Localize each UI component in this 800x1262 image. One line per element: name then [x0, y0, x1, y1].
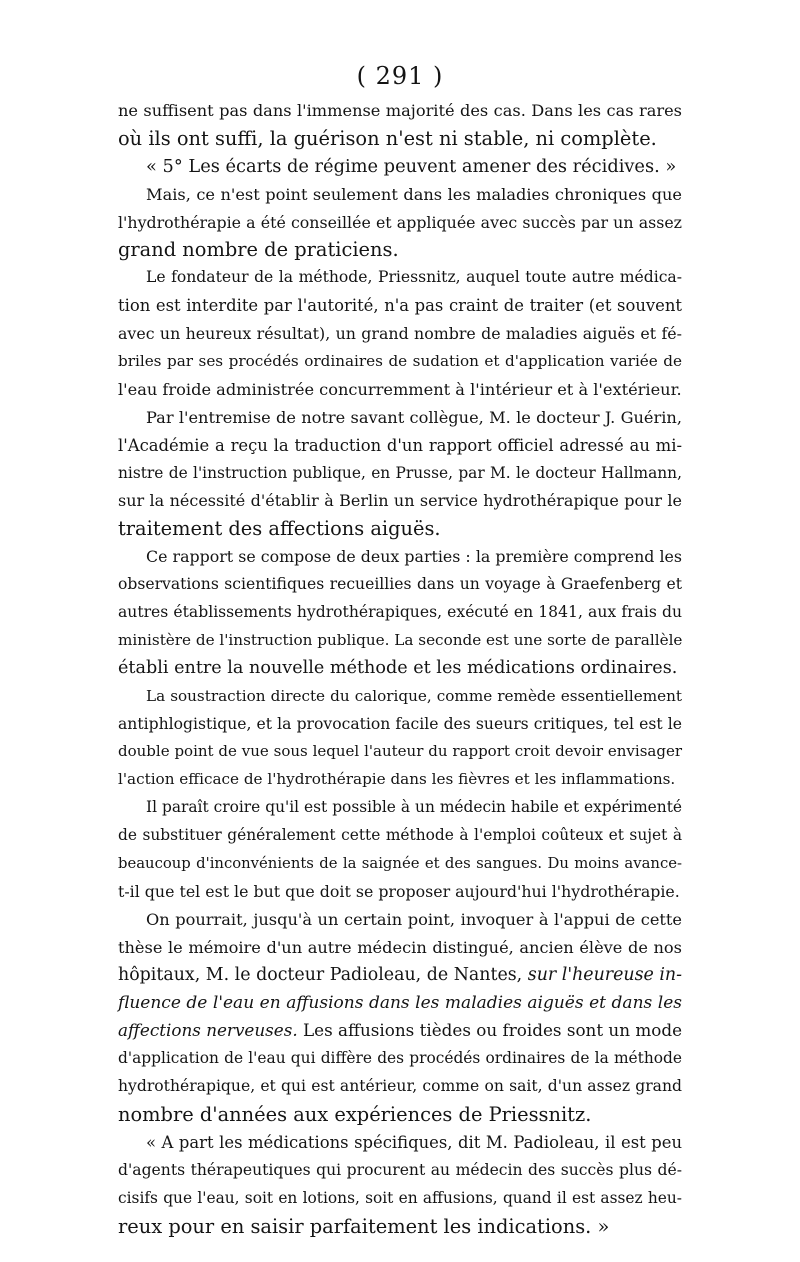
text-line: thèse le mémoire d'un autre médecin distingué, ancien élève de nos	[118, 937, 682, 957]
paragraph-chroniques	[118, 181, 682, 265]
page-number: ( 291 )	[356, 62, 444, 90]
paragraph-rapport	[118, 543, 682, 682]
text-line: ministère de l'instruction publique. La seconde est une sorte de parallèle	[118, 630, 683, 649]
text-line: autres établissements hydrothérapiques, exécuté en 1841, aux frais du	[118, 603, 682, 622]
paragraph-guerin	[118, 404, 682, 543]
italic-title-run: affections nerveuses.	[118, 1020, 298, 1041]
text-run: hôpitaux, M. le docteur Padioleau, de Nantes,	[118, 964, 528, 985]
text-line: d'application de l'eau qui diffère des procédés ordinaires de la méthode	[118, 1049, 682, 1068]
text-line: l'eau froide administrée concurremment à l'intérieur et à l'extérieur.	[118, 379, 682, 399]
text-line: t-il que tel est le but que doit se proposer aujourd'hui l'hydrothérapie.	[118, 881, 680, 901]
paragraph-quote-5	[118, 153, 682, 181]
text-line: antiphlogistique, et la provocation facile des sueurs critiques, tel est le	[118, 714, 682, 733]
text-line: « A part les médications spécifiques, dit M. Padioleau, il est peu	[146, 1132, 682, 1152]
paragraph-quote-padioleau	[118, 1129, 682, 1241]
text-line: où ils ont suffi, la guérison n'est ni stable, ni complète.	[118, 126, 657, 150]
text-line: grand nombre de praticiens.	[118, 238, 399, 262]
paragraph-priessnitz	[118, 264, 682, 403]
paragraph-continuation	[118, 97, 682, 153]
text-line: hydrothérapique, et qui est antérieur, comme on sait, d'un assez grand	[118, 1077, 682, 1096]
text-line: fluence de l'eau en affusions dans les maladies aiguës et dans les	[118, 992, 682, 1013]
text-line: nistre de l'instruction publique, en Prusse, par M. le docteur Hallmann,	[118, 463, 682, 482]
text-line: La soustraction directe du calorique, comme remède essentiellement	[146, 686, 682, 705]
text-line: de substituer généralement cette méthode à l'emploi coûteux et sujet à	[118, 826, 682, 845]
text-line: beaucoup d'inconvénients de la saignée et des sangues. Du moins avance-	[118, 855, 682, 873]
text-line: On pourrait, jusqu'à un certain point, invoquer à l'appui de cette	[146, 909, 682, 929]
paragraph-soustraction	[118, 683, 682, 795]
text-line: « 5° Les écarts de régime peuvent amener des récidives. »	[146, 155, 677, 177]
paragraph-saignee	[118, 794, 682, 906]
text-line: sur la nécessité d'établir à Berlin un service hydrothérapique pour le	[118, 491, 682, 511]
text-line: l'Académie a reçu la traduction d'un rapport officiel adressé au mi-	[118, 435, 682, 455]
text-line: traitement des affections aiguës.	[118, 517, 441, 541]
text-line: reux pour en saisir parfaitement les indications. »	[118, 1214, 610, 1238]
text-line	[118, 1017, 682, 1045]
paragraph-padioleau	[118, 906, 682, 1129]
text-line: tion est interdite par l'autorité, n'a pas craint de traiter (et souvent	[118, 296, 682, 316]
text-line: avec un heureux résultat), un grand nombre de maladies aiguës et fé-	[118, 324, 682, 344]
text-line: l'hydrothérapie a été conseillée et appliquée avec succès par un assez	[118, 212, 682, 232]
text-line: briles par ses procédés ordinaires de sudation et d'application variée de	[118, 352, 682, 371]
text-line	[118, 962, 682, 990]
text-line: ne suffisent pas dans l'immense majorité des cas. Dans les cas rares	[118, 101, 682, 120]
text-line: d'agents thérapeutiques qui procurent au médecin des succès plus dé-	[118, 1160, 682, 1179]
text-line: Ce rapport se compose de deux parties : la première comprend les	[146, 547, 682, 567]
text-line: nombre d'années aux expériences de Priessnitz.	[118, 1103, 592, 1127]
body-text	[118, 97, 682, 1241]
text-line: l'action efficace de l'hydrothérapie dans les fièvres et les inflammations.	[118, 770, 676, 789]
text-run: Les affusions tièdes ou froides sont un mode	[297, 1020, 683, 1041]
text-line: établi entre la nouvelle méthode et les médications ordinaires.	[118, 657, 678, 678]
italic-title-run: sur l'heureuse in-	[527, 964, 682, 985]
text-line: Mais, ce n'est point seulement dans les maladies chroniques que	[146, 184, 682, 204]
text-line: Il paraît croire qu'il est possible à un médecin habile et expérimenté	[146, 798, 682, 817]
text-line: cisifs que l'eau, soit en lotions, soit en affusions, quand il est assez heu-	[118, 1188, 682, 1207]
text-line: Le fondateur de la méthode, Priessnitz, auquel toute autre médica-	[146, 268, 682, 287]
text-line: double point de vue sous lequel l'auteur du rapport croit devoir envisager	[118, 742, 682, 761]
text-line: observations scientifiques recueillies dans un voyage à Graefenberg et	[118, 575, 682, 594]
text-line: Par l'entremise de notre savant collègue, M. le docteur J. Guérin,	[146, 407, 682, 427]
